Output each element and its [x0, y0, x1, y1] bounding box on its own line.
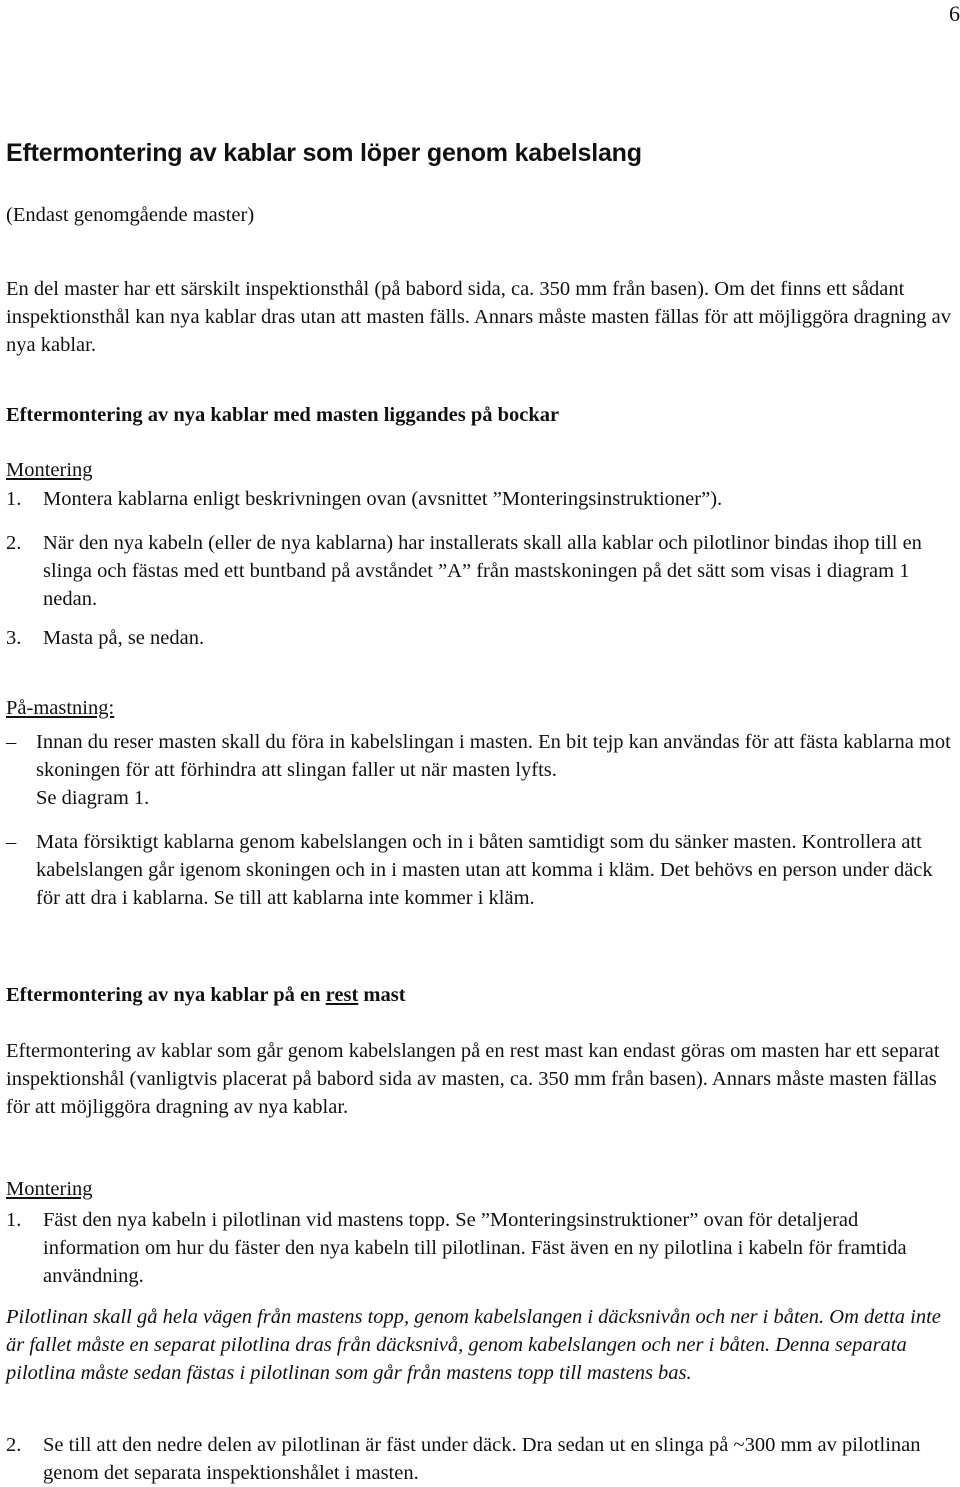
section1-step-2: [6, 529, 956, 613]
bullet-text-diagram-ref: Se diagram 1.: [36, 787, 150, 809]
pilotlina-note: Pilotlinan skall gå hela vägen från mastens topp, genom kabelslangen i däcksnivån och ner i båten. Om detta inte är fallet måste en separat pilotlina dras från däcksnivå, genom kabelslangen och ner i båten. Denna separata pilotlina måste sedan fästas i pilotlinan som går från mastens topp till mastens bas.: [6, 1306, 941, 1384]
section2-heading: [6, 981, 956, 1009]
section2-heading-end: mast: [358, 984, 406, 1006]
subtitle: (Endast genomgående master): [6, 204, 255, 226]
step-number: 2.: [6, 1434, 22, 1456]
step-text: Se till att den nedre delen av pilotlinan är fäst under däck. Dra sedan ut en slinga på ~300 mm av pilotlinan genom det separata inspektionshålet i masten.: [43, 1434, 921, 1484]
page-number: 6: [949, 1, 960, 26]
section2-montering-label: Montering: [6, 1178, 93, 1200]
step-text: Fäst den nya kabeln i pilotlinan vid mastens topp. Se ”Monteringsinstruktioner” ovan för detaljerad information om hur du fäster den nya kabeln till pilotlinan. Fäst även en ny pilotlina i kabeln för framtida användning.: [43, 1209, 907, 1287]
section2-step-1: [6, 1206, 956, 1290]
step-text: När den nya kabeln (eller de nya kablarna) har installerats skall alla kablar och pilotlinor bindas ihop till en slinga och fästas med ett buntband på avståndet ”A” från mastskoningen på det sätt som visas i diagram 1 nedan.: [43, 532, 922, 610]
step-number: 1.: [6, 1209, 22, 1231]
section2-intro: Eftermontering av kablar som går genom kabelslangen på en rest mast kan endast göras om masten har ett separat inspektionshål (vanligtvis placerat på babord sida av masten, ca. 350 mm från basen). Annars måste masten fällas för att möjliggöra dragning av nya kablar.: [6, 1040, 940, 1118]
section2-heading-underlined: rest: [325, 984, 359, 1006]
section1-step-1: [6, 485, 956, 513]
bullet-text: Innan du reser masten skall du föra in kabelslingan i masten. En bit tejp kan användas för att fästa kablarna mot skoningen för att förhindra att slingan faller ut när masten lyfts.: [36, 731, 951, 781]
section1-heading: Eftermontering av nya kablar med masten liggandes på bockar: [6, 404, 560, 426]
section1-montering-label: Montering: [6, 459, 93, 481]
pamastning-label: På-mastning:: [6, 697, 115, 719]
step-number: 1.: [6, 488, 22, 510]
dash-bullet-icon: –: [6, 731, 17, 753]
intro-paragraph: En del master har ett särskilt inspektionsthål (på babord sida, ca. 350 mm från basen). Om det finns ett sådant inspektionsthål kan nya kablar dras utan att masten fälls. Annars måste masten fällas för att möjliggöra dragning av nya kablar.: [6, 278, 952, 356]
dash-bullet-icon: –: [6, 831, 17, 853]
step-number: 2.: [6, 532, 22, 554]
step-text: Masta på, se nedan.: [43, 627, 205, 649]
step-number: 3.: [6, 627, 22, 649]
section2-step-2: [6, 1431, 956, 1487]
step-text: Montera kablarna enligt beskrivningen ovan (avsnittet ”Monteringsinstruktioner”).: [43, 488, 723, 510]
section2-heading-start: Eftermontering av nya kablar på en: [6, 984, 326, 1006]
section1-step-3: [6, 624, 956, 652]
pamastning-bullet-1: [6, 728, 956, 812]
pamastning-bullet-2: [6, 828, 956, 912]
page-title: Eftermontering av kablar som löper genom kabelslang: [6, 139, 642, 167]
bullet-text: Mata försiktigt kablarna genom kabelslangen och in i båten samtidigt som du sänker masten. Kontrollera att kabelslangen går igenom skoningen och in i masten utan att komma i kläm. Det behövs en person under däck för att dra i kablarna. Se till att kablarna inte kommer i kläm.: [36, 831, 933, 909]
